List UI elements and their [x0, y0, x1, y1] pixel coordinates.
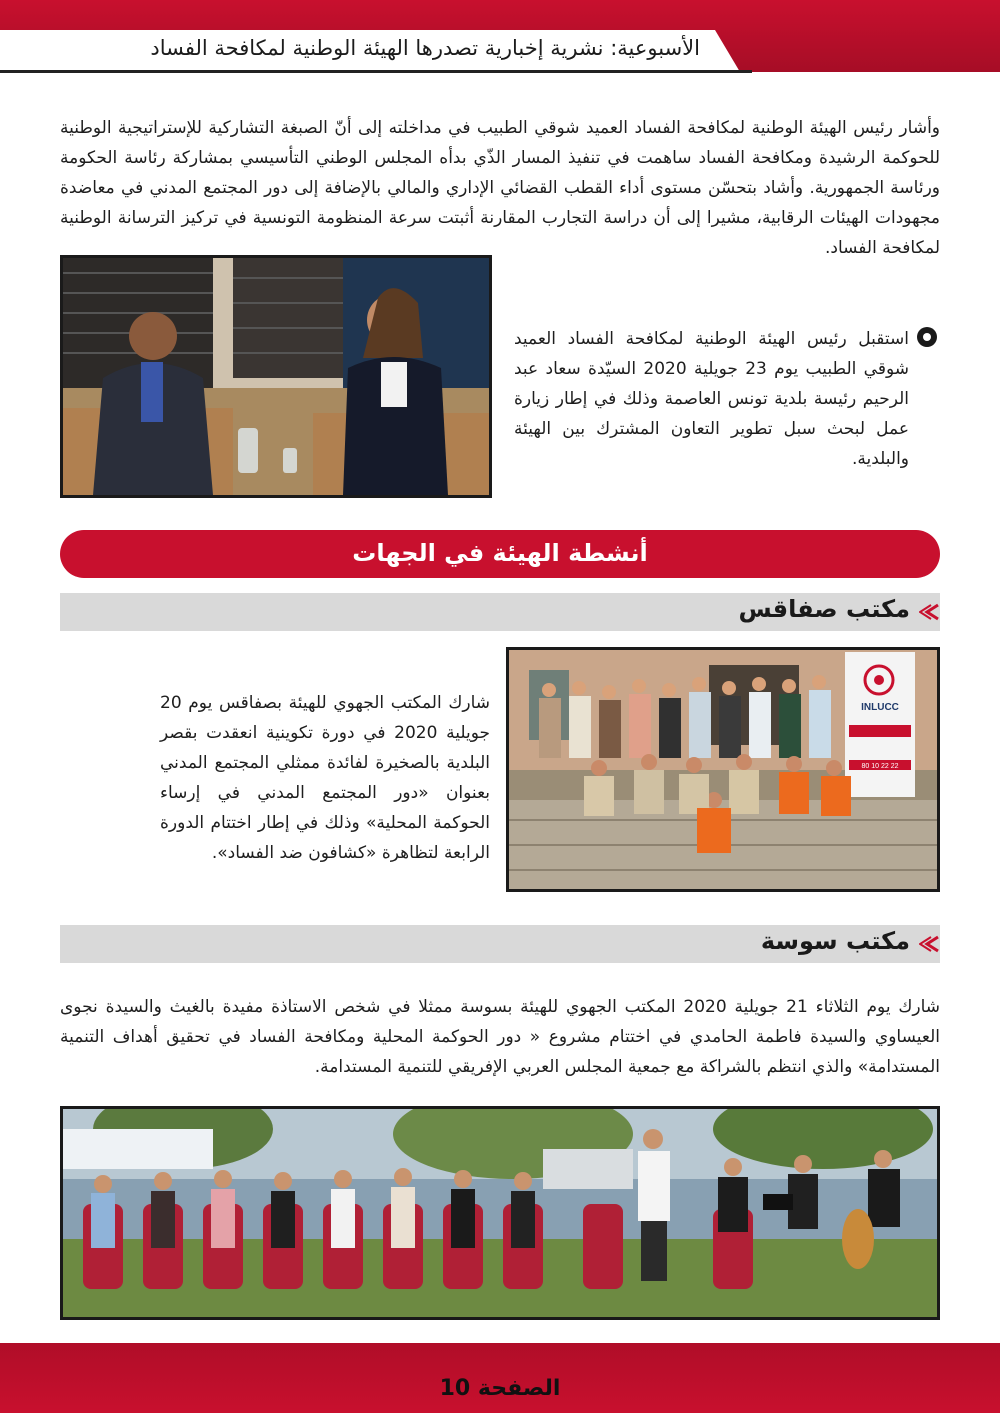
sfax-group-photo — [506, 647, 940, 892]
sousse-paragraph: شارك يوم الثلاثاء 21 جويلية 2020 المكتب الجهوي للهيئة بسوسة ممثلا في شخص الاستاذة مفيدة بالغيث والسيدة نجوى العيساوي والسيدة فاطمة الحامدي في اختتام مشروع « دور الحوكمة المحلية ومكافحة الفساد في تحقيق أهداف التنمية المستدامة» والذي انتظم بالشراكة مع جمعية المجلس العربي الإفريقي للتنمية المستدامة. — [60, 997, 941, 1077]
newsletter-title: الأسبوعية: نشرية إخبارية تصدرها الهيئة الوطنية لمكافحة الفساد — [150, 36, 700, 60]
inlucc-banner-phone: 80 10 22 22 — [861, 763, 899, 770]
section-arrow-icon — [919, 934, 939, 954]
sfax-paragraph: شارك المكتب الجهوي للهيئة بصفاقس يوم 20 جويلية 2020 في دورة تكوينية انعقدت بقصر البلدية بالصخيرة لفائدة ممثلي المجتمع المدني بعنوان «دور المجتمع المدني في إرساء الحوكمة المحلية» وذلك في إطار اختتام الدورة الرابعة لتظاهرة «كشافون ضد الفساد». — [160, 693, 490, 863]
page-number: الصفحة 10 — [439, 1376, 561, 1401]
section-arrow-icon — [919, 602, 939, 622]
inlucc-banner-text: INLUCC — [861, 702, 899, 713]
bullet-icon — [917, 327, 937, 347]
section-banner: أنشطة الهيئة في الجهات — [60, 530, 940, 578]
header-rule — [0, 70, 752, 73]
sousse-section-title: مكتب سوسة — [760, 927, 910, 955]
article-paragraph-2: استقبل رئيس الهيئة الوطنية لمكافحة الفساد العميد شوقي الطبيب يوم 23 جويلية 2020 السيّدة سعاد عبد الرحيم رئيسة بلدية تونس العاصمة وذلك في إطار زيارة عمل لبحث سبل تطوير التعاون المشترك بين الهيئة والبلدية. — [514, 329, 909, 469]
sfax-section-title: مكتب صفاقس — [738, 595, 910, 623]
meeting-photo — [60, 255, 492, 498]
article-paragraph-1: وأشار رئيس الهيئة الوطنية لمكافحة الفساد العميد شوقي الطبيب في مداخلته إلى أنّ الصبغة التشاركية للإستراتيجية الوطنية للحوكمة الرشيدة ومكافحة الفساد ساهمت في تنفيذ المسار الذّي بدأه المجلس الوطني التأسيسي بمشاركة رئاسة الحكومة ورئاسة الجمهورية. وأشاد بتحسّن مستوى أداء القطب القضائي الإداري والمالي بالإضافة إلى دور المجتمع المدني في معاضدة مجهودات الهيئات الرقابية، مشيرا إلى أن دراسة التجارب المقارنة أثبتت سرعة المنظومة التونسية في تركيز الترسانة الوطنية لمكافحة الفساد. — [60, 118, 940, 258]
sousse-event-photo — [60, 1106, 940, 1320]
